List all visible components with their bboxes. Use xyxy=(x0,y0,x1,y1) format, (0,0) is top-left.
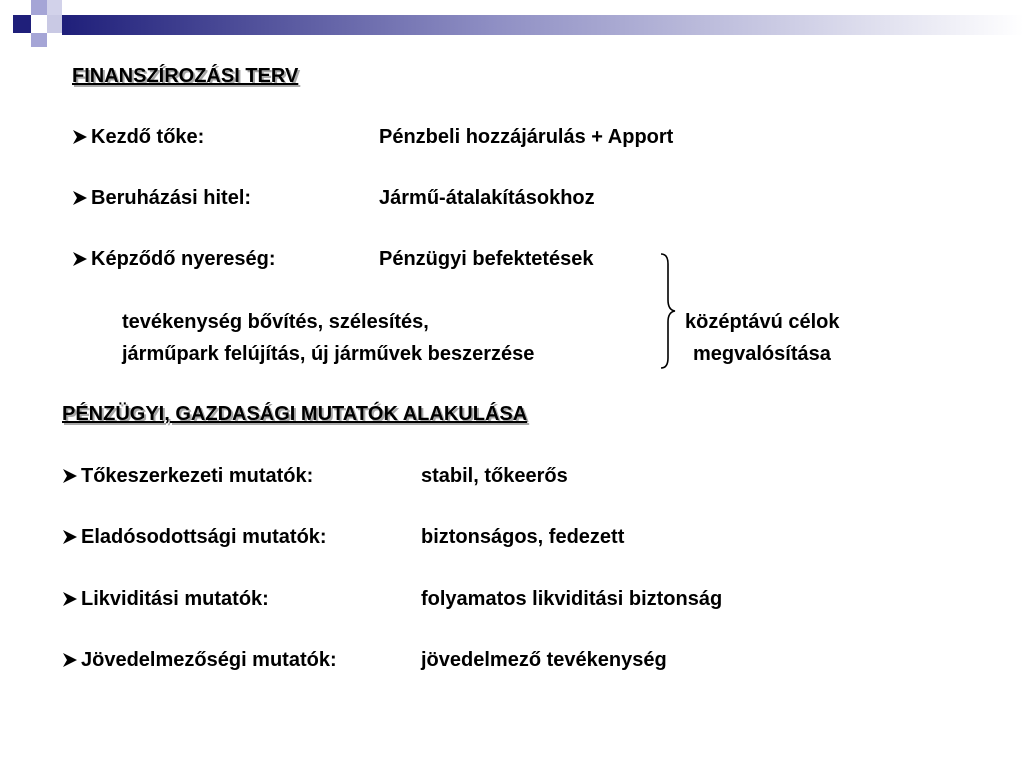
arrow-bullet-icon xyxy=(62,468,78,484)
deco-square xyxy=(47,0,62,15)
arrow-bullet-icon xyxy=(62,591,78,607)
curly-brace-icon xyxy=(658,252,682,370)
bullet-value: Pénzbeli hozzájárulás + Apport xyxy=(379,126,674,148)
bullet-value: biztonságos, fedezett xyxy=(421,526,625,548)
subline: tevékenység bővítés, szélesítés, xyxy=(122,311,429,333)
bullet-label: Kezdő tőke: xyxy=(91,126,205,148)
deco-square xyxy=(31,33,47,47)
arrow-bullet-icon xyxy=(72,190,88,206)
bullet-value: jövedelmező tevékenység xyxy=(421,649,667,671)
brace-text: középtávú célok xyxy=(685,311,840,333)
deco-square xyxy=(13,15,31,33)
arrow-bullet-icon xyxy=(62,529,78,545)
brace-text: megvalósítása xyxy=(693,343,831,365)
bullet-value: Jármű-átalakításokhoz xyxy=(379,187,595,209)
arrow-bullet-icon xyxy=(72,251,88,267)
bullet-value: stabil, tőkeerős xyxy=(421,465,568,487)
arrow-bullet-icon xyxy=(72,129,88,145)
bullet-label: Likviditási mutatók: xyxy=(81,588,269,610)
bullet-label: Beruházási hitel: xyxy=(91,187,252,209)
bullet-value: Pénzügyi befektetések xyxy=(379,248,594,270)
bullet-label: Eladósodottsági mutatók: xyxy=(81,526,327,548)
bullet-label: Tőkeszerkezeti mutatók: xyxy=(81,465,314,487)
arrow-bullet-icon xyxy=(62,652,78,668)
section2-title: PÉNZÜGYI, GAZDASÁGI MUTATÓK ALAKULÁSA xyxy=(62,403,528,425)
deco-square xyxy=(47,15,62,33)
bullet-label: Jövedelmezőségi mutatók: xyxy=(81,649,337,671)
subline: járműpark felújítás, új járművek beszerzése xyxy=(122,343,535,365)
bullet-label: Képződő nyereség: xyxy=(91,248,276,270)
section1-title: FINANSZÍROZÁSI TERV xyxy=(72,65,299,87)
header-decoration xyxy=(0,0,1024,50)
bullet-value: folyamatos likviditási biztonság xyxy=(421,588,723,610)
header-band xyxy=(62,15,1024,35)
deco-square xyxy=(31,15,47,33)
deco-square xyxy=(31,0,47,15)
